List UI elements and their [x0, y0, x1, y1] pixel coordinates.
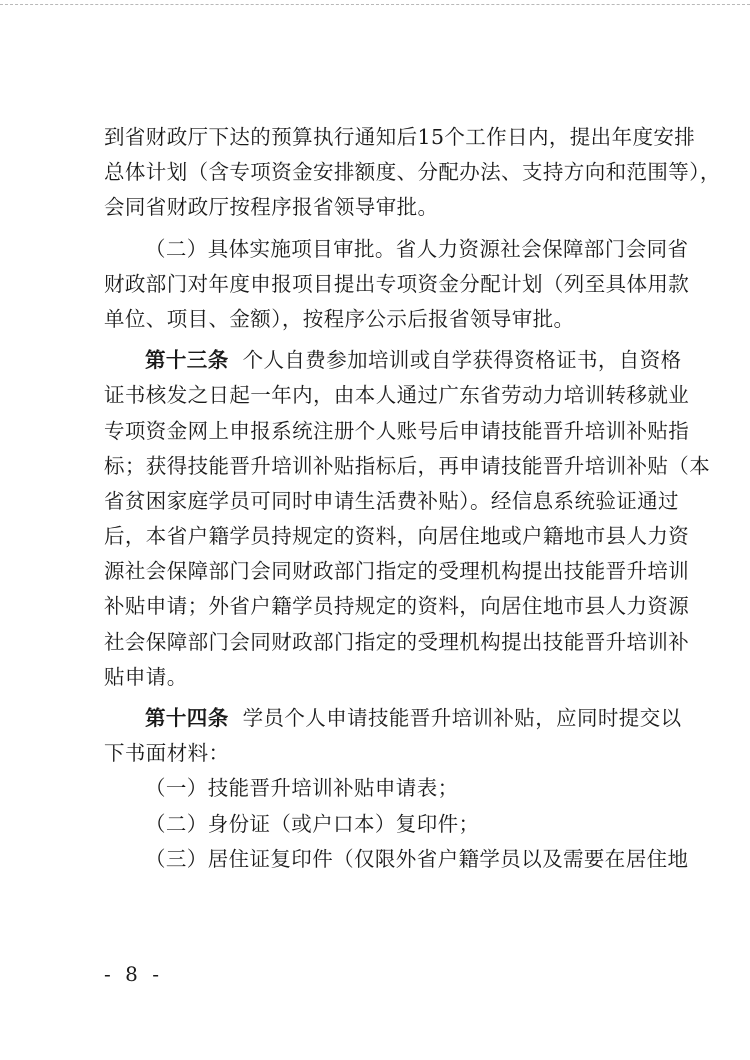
text-line: 总体计划（含专项资金安排额度、分配办法、支持方向和范围等）， [104, 160, 721, 185]
text-line: 专项资金网上申报系统注册个人账号后申请技能晋升培训补贴指 [104, 418, 690, 443]
text-line: 财政部门对年度申报项目提出专项资金分配计划（列至具体用款 [104, 271, 690, 296]
text-line: 证书核发之日起一年内，由本人通过广东省劳动力培训转移就业 [104, 383, 690, 408]
text-line: 贴申请。 [104, 664, 188, 689]
text-line: 个人自费参加培训或自学获得资格证书，自资格 [242, 348, 682, 373]
article-14-label: 第十四条 [145, 706, 229, 730]
list-item: （一）技能晋升培训补贴申请表； [145, 776, 459, 801]
article-13-heading-line [104, 343, 682, 378]
text-line: 下书面材料： [104, 741, 230, 766]
text-line: 源社会保障部门会同财政部门指定的受理机构提出技能晋升培训 [104, 559, 690, 584]
text-line: 单位、项目、金额），按程序公示后报省领导审批。 [104, 306, 575, 331]
text-line: （二）具体实施项目审批。省人力资源社会保障部门会同省 [145, 236, 689, 261]
text-line: 标；获得技能晋升培训补贴指标后，再申请技能晋升培训补贴（本 [104, 453, 711, 478]
document-body [104, 120, 721, 877]
text-line: 学员个人申请技能晋升培训补贴，应同时提交以 [242, 706, 682, 730]
text-line: 后，本省户籍学员持规定的资料，向居住地或户籍地市县人力资 [104, 524, 690, 549]
top-border-rule [0, 4, 750, 5]
text-line: 会同省财政厅按程序报省领导审批。 [104, 195, 439, 220]
article-13-label: 第十三条 [145, 348, 229, 373]
page-number: - 8 - [104, 962, 163, 986]
list-item: （三）居住证复印件（仅限外省户籍学员以及需要在居住地 [145, 846, 689, 871]
text-line: 省贫困家庭学员可同时申请生活费补贴）。经信息系统验证通过 [104, 488, 679, 513]
article-14-heading-line [104, 701, 682, 736]
text-line: 补贴申请；外省户籍学员持规定的资料，向居住地市县人力资源 [104, 594, 690, 619]
text-line: 到省财政厅下达的预算执行通知后15个工作日内，提出年度安排 [104, 125, 696, 149]
list-item: （二）身份证（或户口本）复印件； [145, 811, 480, 836]
text-line: 社会保障部门会同财政部门指定的受理机构提出技能晋升培训补 [104, 629, 690, 654]
